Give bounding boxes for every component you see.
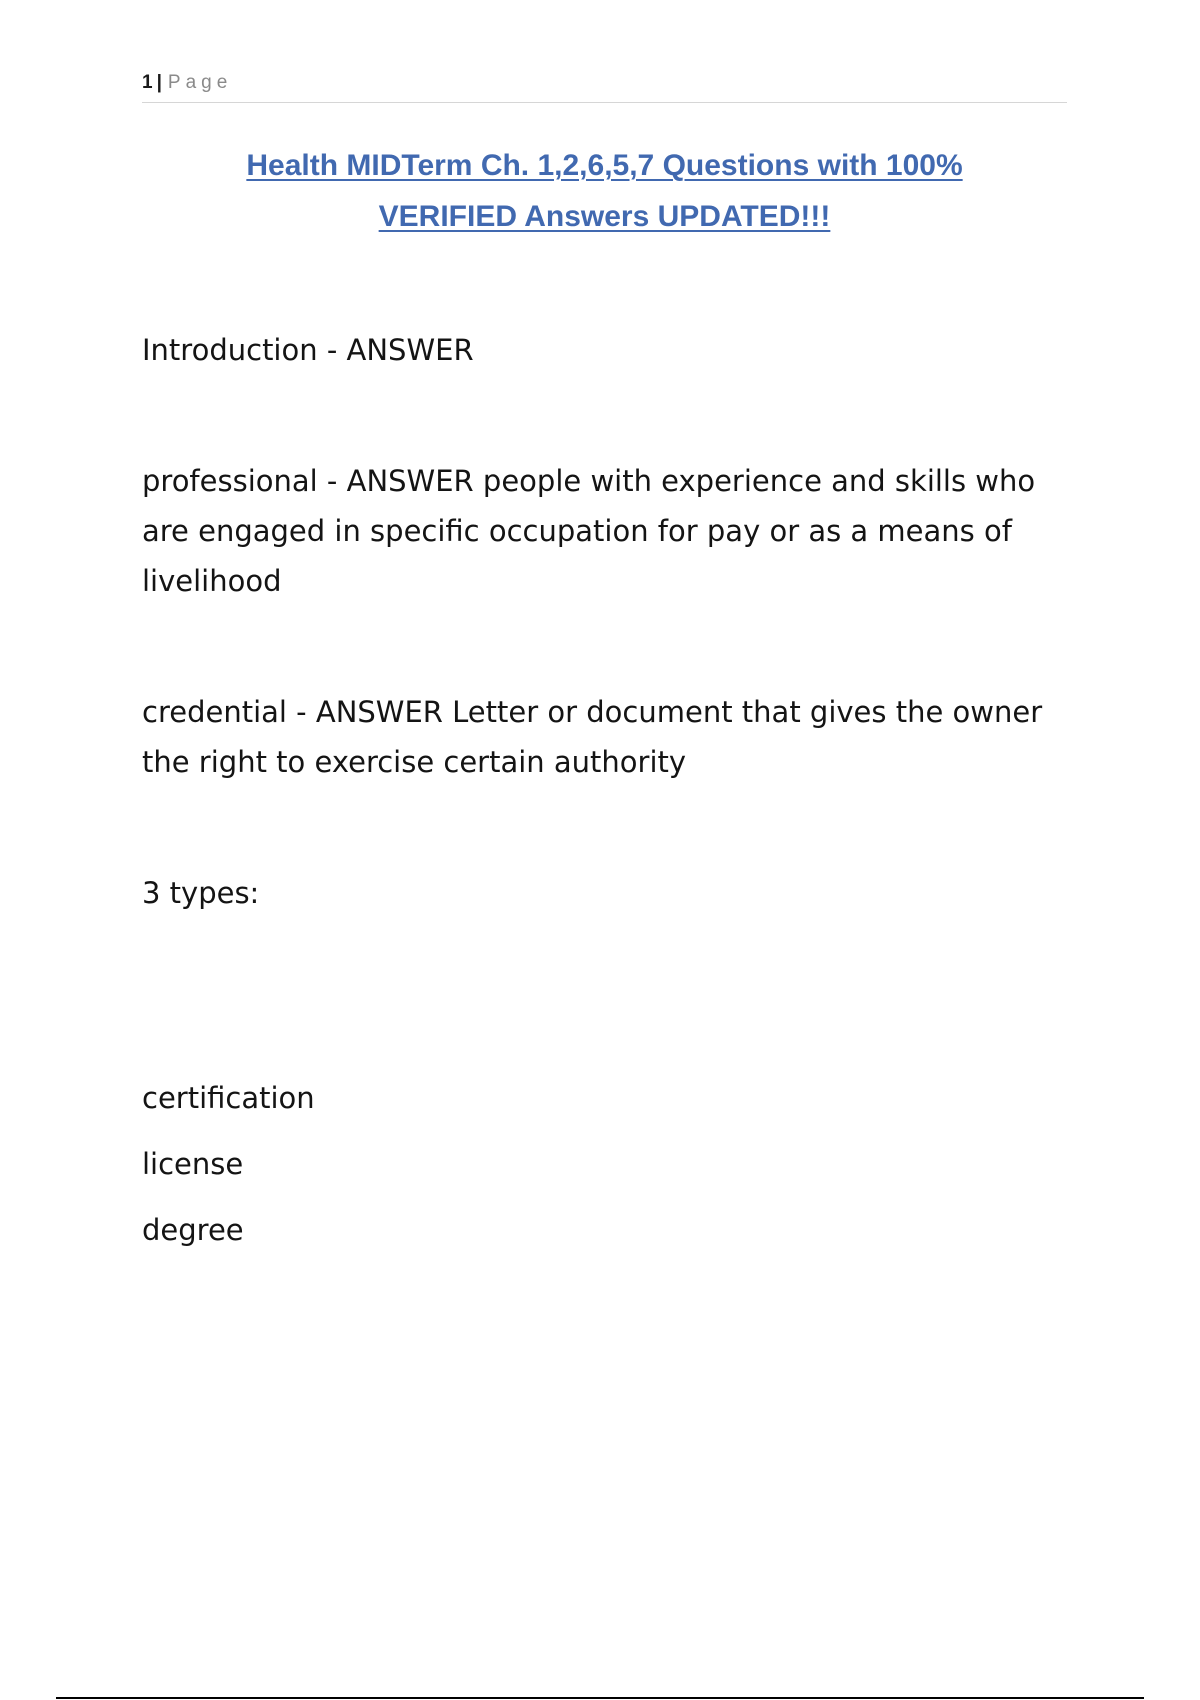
title-line-2: VERIFIED Answers UPDATED!!! [378,200,831,233]
entry-types-heading [142,868,1062,918]
type-item-license: license [142,1147,244,1181]
credential-text: credential - ANSWER Letter or document that gives the owner the right to exercise certain authority [142,695,1043,779]
page-label: Page [167,72,233,93]
page-header [142,72,1067,103]
document-title [142,140,1067,242]
professional-text: professional - ANSWER people with experience and skills who are engaged in specific occupation for pay or as a means of livelihood [142,464,1036,598]
entry-professional [142,456,1062,606]
types-heading-text: 3 types: [142,876,260,910]
type-item-certification: certification [142,1081,315,1115]
entry-introduction [142,325,1062,375]
entry-credential [142,687,1062,787]
page-separator: | [156,72,162,93]
types-list [142,1065,1062,1263]
bottom-divider [56,1697,1144,1699]
introduction-text: Introduction - ANSWER [142,333,474,367]
type-item-degree: degree [142,1213,244,1247]
title-line-1: Health MIDTerm Ch. 1,2,6,5,7 Questions with 100% [246,149,963,182]
page-number: 1 [142,72,153,93]
